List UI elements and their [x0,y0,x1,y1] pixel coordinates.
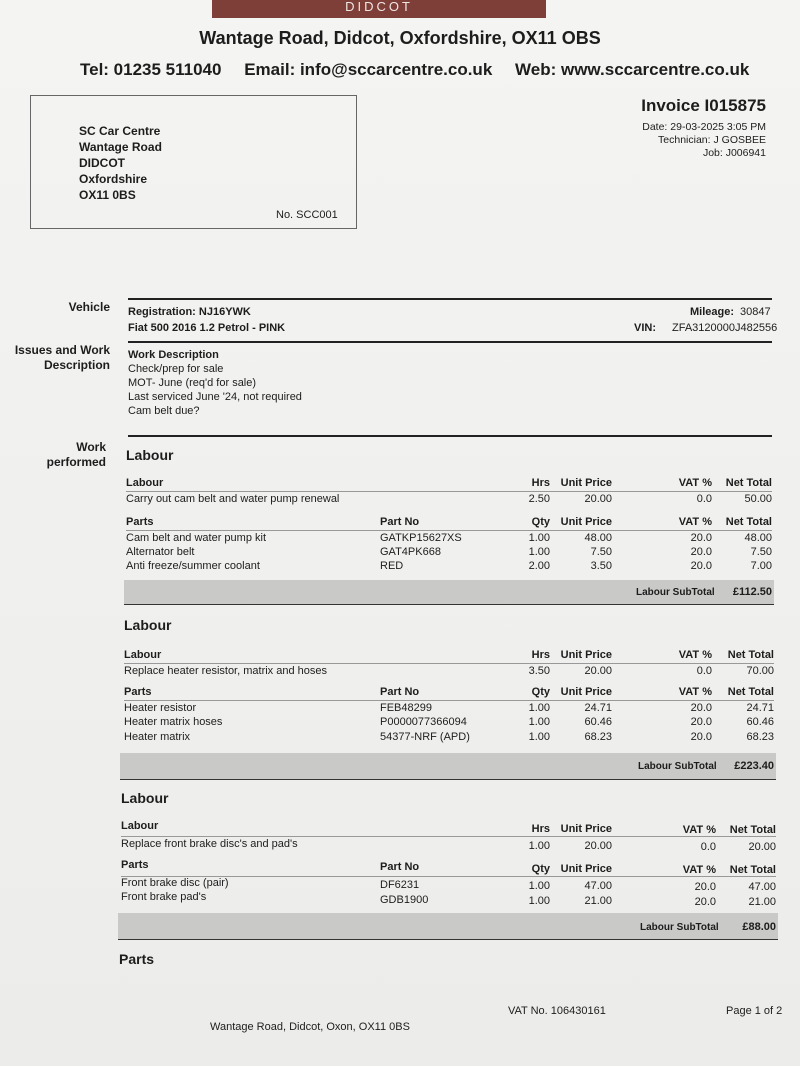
part-qty: 1.00 [528,895,550,907]
part-net: 68.23 [746,731,774,743]
company-address: Wantage Road, Didcot, Oxfordshire, OX11 OBS [199,28,601,48]
subtotal-value: £223.40 [734,760,774,772]
part-vat: 20.0 [690,731,712,743]
col-labour: Labour [126,477,164,489]
labour-unit: 20.00 [584,840,612,852]
part-name: Front brake disc (pair) [121,877,229,889]
col-vat: VAT % [678,649,712,661]
part-qty: 2.00 [528,560,550,572]
divider [121,836,776,837]
col-vat: VAT % [678,686,712,698]
invoice-meta [642,121,766,160]
vin-label: VIN: [634,322,656,334]
col-part-no: Part No [380,686,420,698]
work-description-line: Last serviced June '24, not required [128,391,302,403]
part-vat: 20.0 [690,560,712,572]
customer-line: OX11 0BS [79,188,136,202]
issues-label-line: Issues and Work [14,343,110,357]
work-description [128,348,302,418]
work-description-line: Cam belt due? [128,405,200,417]
divider [126,491,772,492]
col-vat: VAT % [678,516,712,528]
part-no: GDB1900 [380,894,429,906]
labour-hrs: 1.00 [528,840,550,852]
col-net-total: Net Total [725,516,772,528]
col-qty: Qty [531,516,550,528]
col-vat: VAT % [682,824,716,836]
part-vat: 20.0 [690,716,712,728]
mileage-value: 30847 [740,306,771,318]
subtotal-value: £88.00 [742,921,776,933]
part-unit: 47.00 [584,880,612,892]
part-unit: 60.46 [584,716,612,728]
issues-label-line: Description [43,358,110,372]
divider [128,298,772,300]
company-contact [80,60,767,80]
vehicle-description: Fiat 500 2016 1.2 Petrol - PINK [128,322,286,334]
part-name: Heater resistor [124,702,197,714]
vehicle-registration: Registration: NJ16YWK [128,306,251,318]
part-no: 54377-NRF (APD) [380,731,470,743]
col-parts: Parts [126,516,154,528]
subtotal-value: £112.50 [732,586,772,598]
work-description-line: MOT- June (req'd for sale) [128,377,257,389]
footer-address: Wantage Road, Didcot, Oxon, OX11 0BS [210,1021,410,1033]
parts-heading: Parts [119,951,155,967]
part-net: 24.71 [746,702,774,714]
customer-address [79,123,162,203]
part-no: GATKP15627XS [380,532,462,544]
col-net-total: Net Total [727,686,774,698]
col-unit-price: Unit Price [560,516,612,528]
part-name: Heater matrix hoses [124,716,223,728]
customer-line: SC Car Centre [79,124,161,138]
labour-net: 20.00 [748,841,776,853]
labour-desc: Replace front brake disc's and pad's [121,838,298,850]
section-title: Labour [126,447,174,463]
col-part-no: Part No [380,861,420,873]
col-net-total: Net Total [727,649,774,661]
part-no: GAT4PK668 [380,546,441,558]
part-name: Alternator belt [126,546,195,558]
col-unit-price: Unit Price [560,823,612,835]
part-net: 7.00 [750,560,772,572]
divider [124,663,774,664]
company-email: Email: info@sccarcentre.co.uk [244,60,493,79]
invoice-technician: Technician: J GOSBEE [658,134,766,146]
divider [124,700,774,701]
col-net-total: Net Total [729,864,776,876]
col-part-no: Part No [380,516,420,528]
part-vat: 20.0 [690,546,712,558]
section-title: Labour [121,790,169,806]
part-vat: 20.0 [694,896,716,908]
part-unit: 3.50 [590,560,612,572]
part-unit: 24.71 [584,702,612,714]
subtotal-label: Labour SubTotal [638,761,717,772]
part-no: FEB48299 [380,702,432,714]
col-hrs: Hrs [531,823,550,835]
labour-unit: 20.00 [584,493,612,505]
work-description-line: Check/prep for sale [128,363,224,375]
col-net-total: Net Total [725,477,772,489]
part-no: RED [380,560,404,572]
part-no: DF6231 [380,879,420,891]
subtotal-label: Labour SubTotal [636,587,715,598]
labour-vat: 0.0 [700,841,716,853]
part-name: Front brake pad's [121,891,207,903]
section-title: Labour [124,617,172,633]
part-qty: 1.00 [528,731,550,743]
labour-hrs: 3.50 [528,665,550,677]
part-vat: 20.0 [690,532,712,544]
col-hrs: Hrs [531,477,550,489]
divider [120,779,776,780]
col-qty: Qty [531,863,550,875]
col-unit-price: Unit Price [560,649,612,661]
company-logo: DIDCOT [212,0,546,18]
labour-vat: 0.0 [696,665,712,677]
col-labour: Labour [124,649,162,661]
part-unit: 21.00 [584,895,612,907]
customer-account-no: No. SCC001 [276,209,338,221]
part-net: 47.00 [748,881,776,893]
part-qty: 1.00 [528,880,550,892]
issues-label [10,343,110,373]
col-qty: Qty [531,686,550,698]
vehicle-label: Vehicle [68,300,110,314]
labour-hrs: 2.50 [528,493,550,505]
page-number: Page 1 of 2 [726,1005,783,1017]
labour-desc: Carry out cam belt and water pump renewal [126,493,340,505]
divider [118,939,778,940]
col-labour: Labour [121,820,159,832]
col-parts: Parts [121,859,149,871]
customer-line: Wantage Road [79,140,162,154]
part-net: 48.00 [744,532,772,544]
work-performed-label: Work performed [46,440,106,469]
company-tel: Tel: 01235 511040 [80,60,222,79]
part-name: Anti freeze/summer coolant [126,560,260,572]
customer-line: DIDCOT [79,156,125,170]
invoice-job: Job: J006941 [702,147,766,159]
customer-address-box [30,95,357,229]
part-unit: 68.23 [584,731,612,743]
col-hrs: Hrs [531,649,550,661]
part-vat: 20.0 [690,702,712,714]
invoice-title: Invoice I015875 [641,96,766,115]
part-qty: 1.00 [528,546,550,558]
part-name: Heater matrix [124,731,191,743]
part-vat: 20.0 [694,881,716,893]
part-qty: 1.00 [528,702,550,714]
divider [126,530,772,531]
part-unit: 7.50 [590,546,612,558]
col-unit-price: Unit Price [560,477,612,489]
col-unit-price: Unit Price [560,863,612,875]
labour-unit: 20.00 [584,665,612,677]
company-web: Web: www.sccarcentre.co.uk [515,60,750,79]
part-unit: 48.00 [584,532,612,544]
col-vat: VAT % [682,864,716,876]
work-description-heading: Work Description [128,349,219,361]
mileage-label: Mileage: [690,306,735,318]
col-net-total: Net Total [729,824,776,836]
labour-net: 70.00 [746,665,774,677]
divider [124,604,774,605]
invoice-date: Date: 29-03-2025 3:05 PM [642,121,766,133]
col-vat: VAT % [678,477,712,489]
divider [128,341,772,343]
col-parts: Parts [124,686,152,698]
part-net: 60.46 [746,716,774,728]
vat-number: VAT No. 106430161 [508,1005,606,1017]
labour-net: 50.00 [744,493,772,505]
divider [128,435,772,437]
part-qty: 1.00 [528,532,550,544]
part-no: P0000077366094 [380,716,467,728]
labour-vat: 0.0 [696,493,712,505]
subtotal-label: Labour SubTotal [640,922,719,933]
part-qty: 1.00 [528,716,550,728]
labour-desc: Replace heater resistor, matrix and hoses [124,665,327,677]
part-net: 21.00 [748,896,776,908]
part-net: 7.50 [750,546,772,558]
customer-line: Oxfordshire [79,172,148,186]
vin-value: ZFA3120000J482556 [672,322,778,334]
part-name: Cam belt and water pump kit [126,532,267,544]
col-unit-price: Unit Price [560,686,612,698]
